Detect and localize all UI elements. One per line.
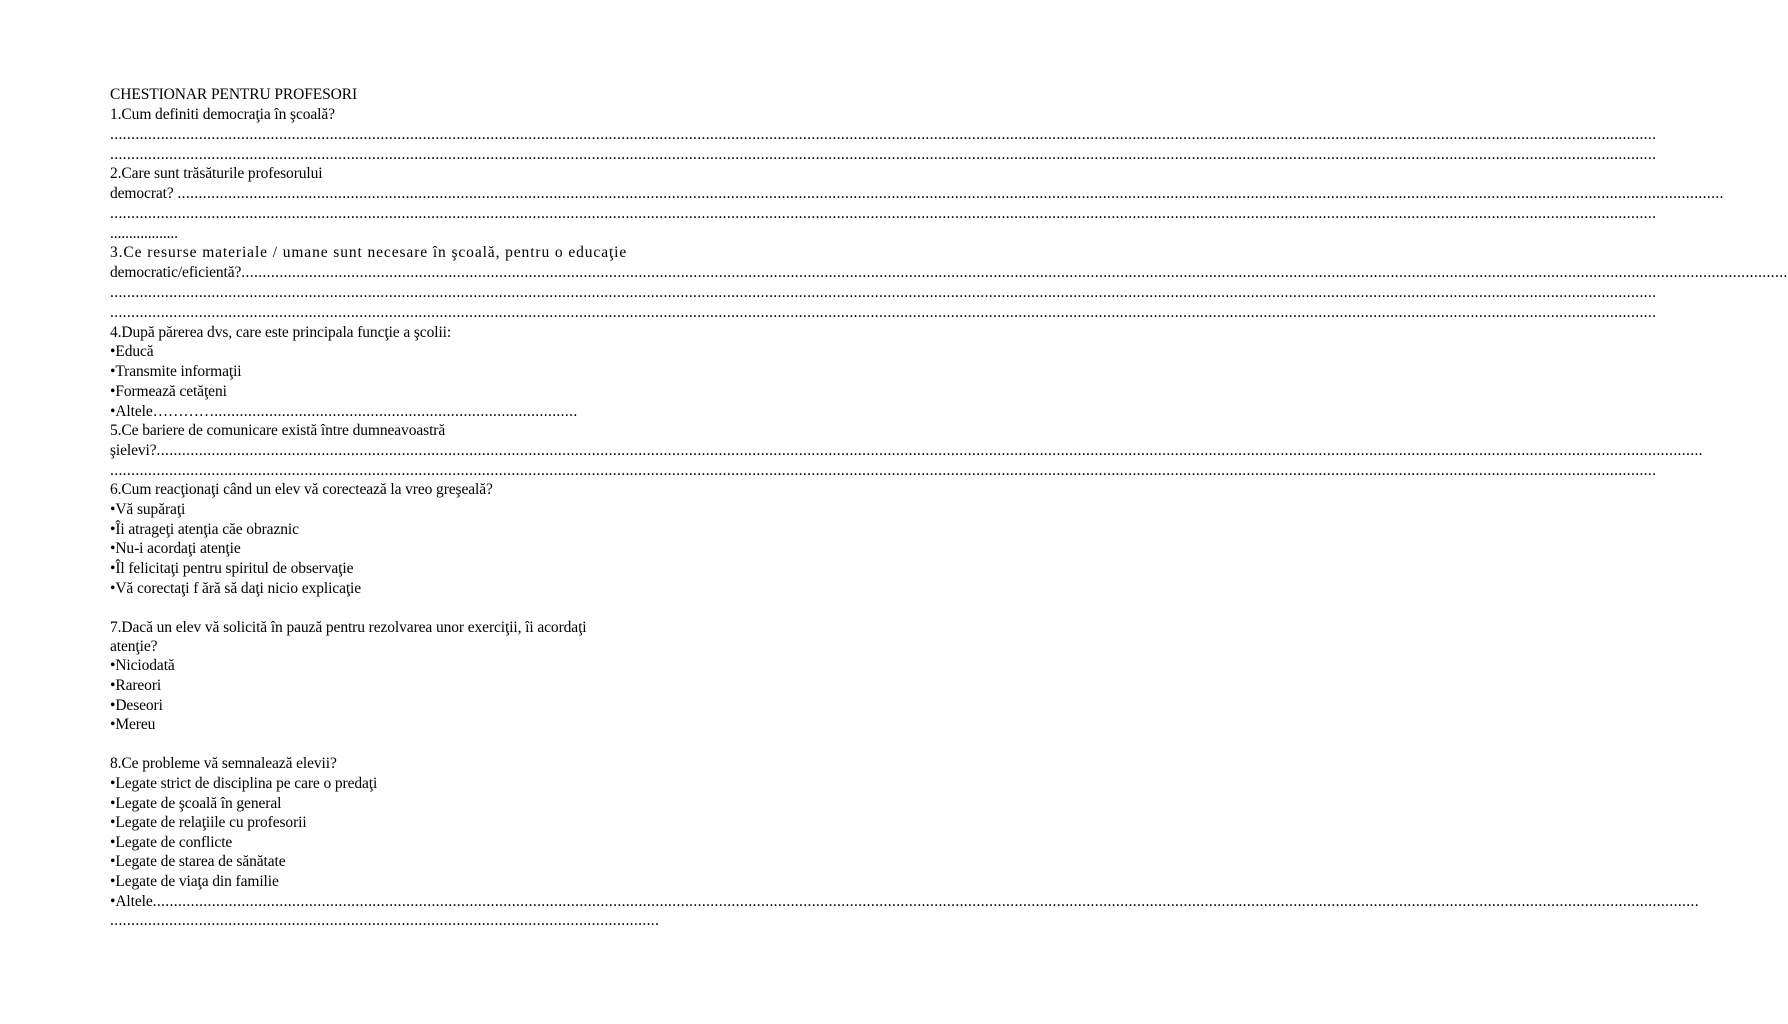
answer-line: .............................................................................................................................................................................................................................................................................................................................................................................. (110, 284, 1657, 301)
option-item: •Deseori (110, 697, 163, 714)
answer-line: .............................................................................................................................................................................................................................................................................................................................................................................. (110, 126, 1657, 143)
answer-line: .............................................................................................................................................................................................................................................................................................................................................................................. (177, 185, 1724, 202)
question-4: 4.După părerea dvs, care este principala funcţie a şcolii: (110, 324, 452, 341)
option-other-label: •Altele………… (110, 403, 215, 420)
option-item: •Mereu (110, 716, 156, 733)
question-6: 6.Cum reacţionaţi când un elev vă corectează la vreo greşeală? (110, 481, 493, 498)
answer-line-short: .................. (110, 225, 178, 242)
answer-line: ...................................................................................... (214, 403, 578, 420)
option-item: •Rareori (110, 677, 162, 694)
question-7-line-1: 7.Dacă un elev vă solicită în pauză pentru rezolvarea unor exerciţii, îi acordaţi (110, 619, 587, 636)
option-item: •Legate de starea de sănătate (110, 853, 286, 870)
option-item: •Formează cetăţeni (110, 383, 227, 400)
answer-line: .............................................................................................................................................................................................................................................................................................................................................................................. (152, 893, 1699, 910)
document-title: CHESTIONAR PENTRU PROFESORI (110, 86, 358, 103)
option-item: •Educă (110, 343, 154, 360)
question-1: 1.Cum definiti democraţia în şcoală? (110, 106, 335, 123)
answer-line: .............................................................................................................................................................................................................................................................................................................................................................................. (110, 205, 1657, 222)
question-3-line-1: 3.Ce resurse materiale / umane sunt necesare în şcoală, pentru o educaţie (110, 244, 628, 261)
answer-line: .............................................................................................................................................................................................................................................................................................................................................................................. (110, 462, 1657, 479)
question-2-text: democrat? (110, 185, 178, 202)
option-item: •Transmite informaţii (110, 363, 242, 380)
question-5-text: şielevi? (110, 442, 157, 459)
option-other-label: •Altele (110, 893, 153, 910)
option-item: •Legate de şcoală în general (110, 795, 282, 812)
option-item: •Nu-i acordaţi atenţie (110, 540, 241, 557)
question-3-text: democratic/eficientă? (110, 264, 242, 281)
answer-line: .............................................................................................................................................................................................................................................................................................................................................................................. (110, 146, 1657, 163)
question-5-line-2 (110, 441, 1703, 461)
question-2-line-2 (110, 184, 1724, 204)
question-7-line-2: atenţie? (110, 638, 158, 655)
option-item: •Niciodată (110, 657, 175, 674)
question-8: 8.Ce probleme vă semnalează elevii? (110, 755, 337, 772)
option-item: •Legate de relaţiile cu profesorii (110, 814, 307, 831)
option-item: •Îl felicitaţi pentru spiritul de observaţie (110, 560, 354, 577)
option-item: •Legate de viaţa din familie (110, 873, 279, 890)
option-item: •Legate strict de disciplina pe care o predaţi (110, 775, 378, 792)
option-item: •Legate de conflicte (110, 834, 233, 851)
answer-line: .............................................................................................................................................................................................................................................................................................................................................................................. (156, 442, 1703, 459)
answer-line: .............................................................................................................................................................................................................................................................................................................................................................................. (110, 304, 1657, 321)
question-5-line-1: 5.Ce bariere de comunicare există între dumneavoastră (110, 422, 446, 439)
question-2-line-1: 2.Care sunt trăsăturile profesorului (110, 165, 323, 182)
option-item: •Vă corectaţi f ără să daţi nicio explicaţie (110, 580, 362, 597)
answer-line-short: .................................................................................................................................. (110, 912, 660, 929)
option-other (110, 402, 712, 422)
option-other (110, 892, 1699, 912)
question-3-line-2 (110, 263, 1788, 283)
option-item: •Vă supăraţi (110, 501, 186, 518)
answer-line: .............................................................................................................................................................................................................................................................................................................................................................................. (241, 264, 1788, 281)
option-item: •Îi atrageţi atenţia căe obraznic (110, 521, 299, 538)
